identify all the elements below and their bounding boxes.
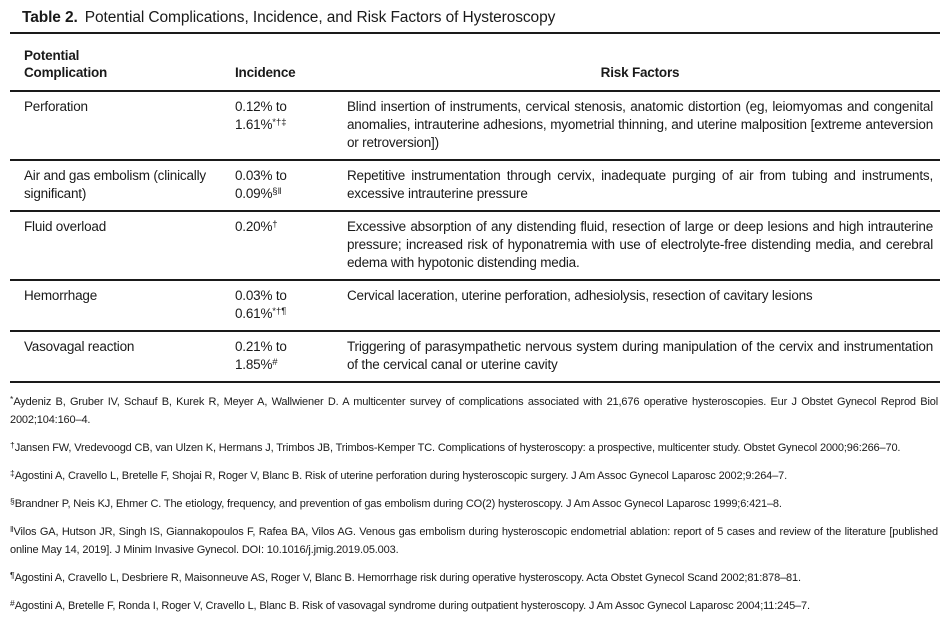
incidence-value (235, 287, 336, 305)
footnote-text: Agostini A, Cravello L, Bretelle F, Shojai R, Roger V, Blanc B. Risk of uterine perforation during hysteroscopic surgery. J Am Assoc Gynecol Laparosc 2002;9:264–7. (14, 470, 787, 482)
footnote-marker: §‖ (272, 186, 282, 197)
footnote-marker: ¶ (10, 569, 15, 580)
incidence-text: 0.12% to (235, 99, 287, 114)
footnote-marker: § (10, 495, 15, 506)
column-header-risk-factors: Risk Factors (600, 65, 680, 80)
footnote-marker: *†¶ (272, 306, 287, 317)
incidence-cell (225, 338, 340, 374)
incidence-text: 0.20% (235, 219, 273, 234)
incidence-text: 0.61% (235, 306, 273, 321)
complications-table (10, 32, 940, 383)
incidence-value (235, 98, 336, 116)
risk-factors-cell: Repetitive instrumentation through cervix, inadequate purging of air from tubing and instruments, excessive intrauterine pressure (347, 168, 933, 201)
footnote-text: Vilos GA, Hutson JR, Singh IS, Giannakopoulos F, Rafea BA, Vilos AG. Venous gas embolism during hysteroscopic endometrial ablation: report of 5 cases and review of the literature [published online May 14, 2019]. J Minim Invasive Gynecol. DOI: 10.1016/j.jmig.2019.05.003. (10, 526, 938, 556)
footnote-marker: * (10, 393, 14, 404)
footnote (10, 569, 938, 587)
incidence-text: 1.85% (235, 357, 273, 372)
incidence-text: 0.09% (235, 186, 273, 201)
complication-cell: Hemorrhage (24, 288, 98, 303)
column-header-complication-line2: Complication (24, 65, 108, 80)
incidence-value (235, 338, 336, 356)
table-caption-text: Potential Complications, Incidence, and Risk Factors of Hysteroscopy (84, 9, 556, 26)
incidence-cell (225, 98, 340, 152)
incidence-text: 1.61% (235, 117, 273, 132)
complication-cell: Air and gas embolism (clinically significant) (24, 168, 206, 201)
footnote-text: Brandner P, Neis KJ, Ehmer C. The etiology, frequency, and prevention of gas embolism during CO(2) hysteroscopy. J Am Assoc Gynecol Laparosc 1999;6:421–8. (14, 498, 782, 510)
complication-cell: Perforation (24, 99, 88, 114)
table-number: Table 2. (22, 9, 78, 26)
footnote-marker: # (272, 357, 278, 368)
incidence-value (235, 167, 336, 185)
incidence-value (235, 116, 336, 134)
column-header-incidence: Incidence (235, 65, 296, 80)
risk-factors-cell: Blind insertion of instruments, cervical stenosis, anatomic distortion (eg, leiomyomas and congenital anomalies, intrauterine adhesions, myometrial thinning, and uterine malposition [extreme anteversion or retroversion]) (347, 99, 933, 150)
footnote-marker: *†‡ (272, 117, 287, 128)
incidence-value (235, 356, 336, 374)
footnote-text: Agostini A, Cravello L, Desbriere R, Maisonneuve AS, Roger V, Blanc B. Hemorrhage risk during operative hysteroscopy. Acta Obstet Gynecol Scand 2002;81:878–81. (14, 572, 801, 584)
incidence-text: 0.03% to (235, 288, 287, 303)
footnote (10, 467, 938, 485)
incidence-value (235, 305, 336, 323)
risk-factors-cell: Triggering of parasympathetic nervous system during manipulation of the cervix and instrumentation of the cervical canal or uterine cavity (347, 339, 933, 372)
footnote-marker: † (10, 439, 15, 450)
footnote-marker: # (10, 597, 15, 608)
footnote (10, 393, 938, 429)
incidence-cell (225, 287, 340, 323)
footnote (10, 597, 938, 615)
table-row (10, 332, 940, 383)
footnote (10, 523, 938, 559)
complication-cell: Fluid overload (24, 219, 106, 234)
column-header-complication-line1: Potential (24, 48, 80, 63)
footnote-marker: ‖ (10, 523, 14, 534)
incidence-cell (225, 167, 340, 203)
table-caption (10, 0, 940, 32)
footnote-marker: † (272, 219, 278, 230)
table-row (10, 212, 940, 281)
footnote-marker: ‡ (10, 467, 15, 478)
column-header-complication (10, 47, 225, 81)
footnote (10, 495, 938, 513)
table-row (10, 92, 940, 161)
risk-factors-cell: Excessive absorption of any distending fluid, resection of large or deep lesions and high intrauterine pressure; increased risk of hyponatremia with use of electrolyte-free distending media, and cerebral edema with hypotonic distending media. (347, 219, 933, 270)
footnotes-section (10, 383, 940, 615)
risk-factors-cell: Cervical laceration, uterine perforation, adhesiolysis, resection of cavitary lesions (347, 288, 813, 303)
footnote-text: Aydeniz B, Gruber IV, Schauf B, Kurek R, Meyer A, Wallwiener D. A multicenter survey of complications associated with 21,676 operative hysteroscopies. Eur J Obstet Gynecol Reprod Biol 2002;104:160–4. (10, 396, 938, 426)
table-row (10, 281, 940, 332)
incidence-text: 0.03% to (235, 168, 287, 183)
table-header-row (10, 32, 940, 92)
incidence-value (235, 185, 336, 203)
footnote (10, 439, 938, 457)
incidence-text: 0.21% to (235, 339, 287, 354)
incidence-value (235, 218, 336, 236)
complication-cell: Vasovagal reaction (24, 339, 135, 354)
footnote-text: Agostini A, Bretelle F, Ronda I, Roger V, Cravello L, Blanc B. Risk of vasovagal syndrome during outpatient hysteroscopy. J Am Assoc Gynecol Laparosc 2004;11:245–7. (14, 600, 810, 612)
table-row (10, 161, 940, 212)
incidence-cell (225, 218, 340, 272)
footnote-text: Jansen FW, Vredevoogd CB, van Ulzen K, Hermans J, Trimbos JB, Trimbos-Kemper TC. Complications of hysteroscopy: a prospective, multicenter study. Obstet Gynecol 2000;96:266–70. (14, 442, 901, 454)
